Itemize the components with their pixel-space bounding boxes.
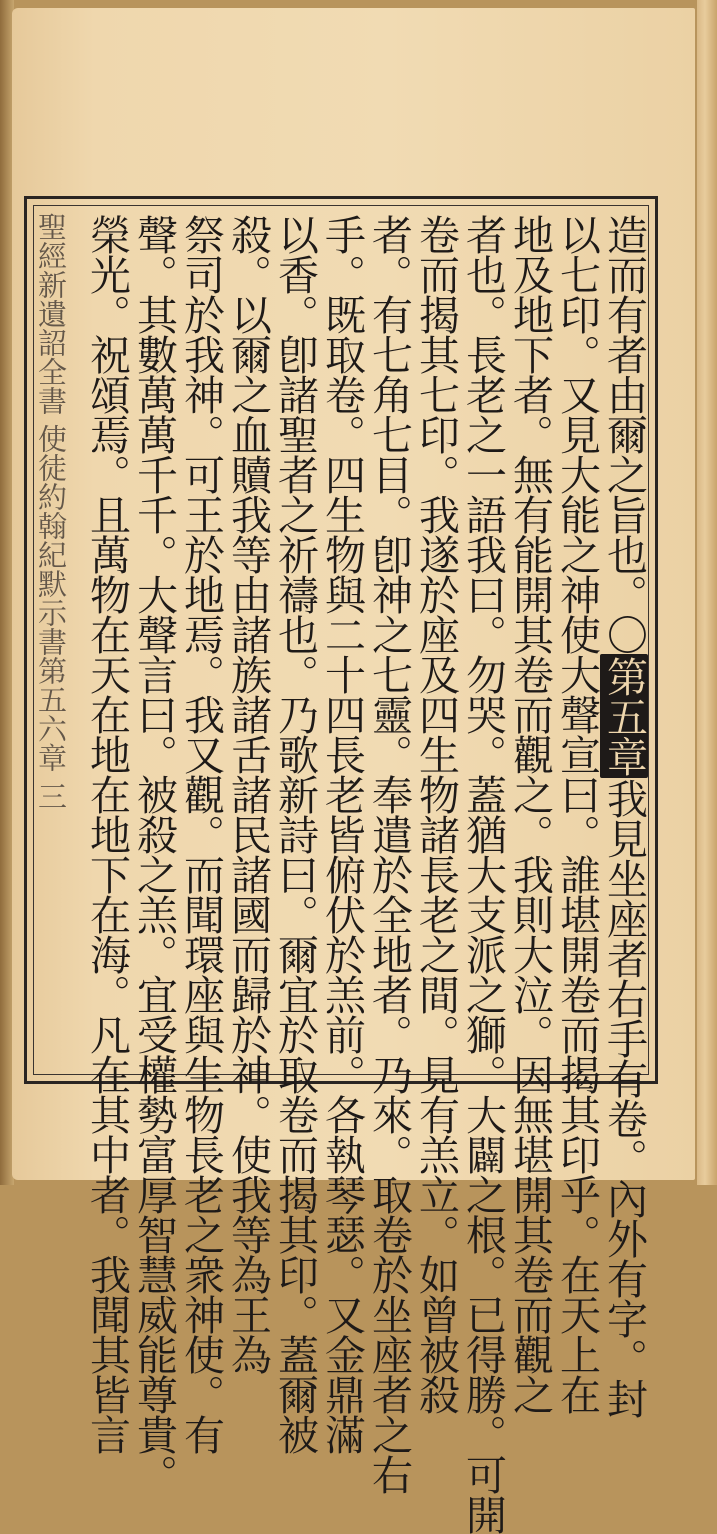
text-column-4: 者也。長老之一語我曰。勿哭。蓋猶大支派之獅。大闢之根。已得勝。可開 [459, 214, 507, 1534]
column-1-head: 造而有者由爾之旨也。〇 [600, 214, 648, 654]
text-column-5: 卷而揭其七印。我遂於座及四生物諸長老之間。見有羔立。如曾被殺 [412, 214, 460, 1414]
text-column-10: 祭司於我神。可王於地焉。我又觀。而聞環座與生物長老之衆神使。有 [177, 214, 225, 1454]
margin-title: 聖經新遺詔全書 使徒約翰紀默示書第五六章 三 [34, 212, 68, 811]
column-1-tail: 我見坐座者右手有卷。內外有字。封 [600, 778, 648, 1418]
text-column-7: 手。既取卷。四生物與二十四長老皆俯伏於羔前。各執琴瑟。又金鼎滿 [318, 214, 366, 1454]
text-column-2: 以七印。又見大能之神使大聲宣曰。誰堪開卷而揭其印乎。在天上在 [553, 214, 601, 1414]
text-column-9: 殺。以爾之血贖我等由諸族諸舌諸民諸國而歸於神。使我等為王為 [224, 214, 272, 1374]
text-column-8: 以香。卽諸聖者之祈禱也。乃歌新詩曰。爾宜於取卷而揭其印。蓋爾被 [271, 214, 319, 1454]
chapter-label: 第五章 [600, 656, 648, 776]
text-column-12: 榮光。祝頌焉。且萬物在天在地在地下在海。凡在其中者。我聞其皆言 [83, 214, 131, 1454]
page-edge [697, 0, 717, 1185]
text-column-3: 地及地下者。無有能開其卷而觀之。我則大泣。因無堪開其卷而觀之 [506, 214, 554, 1414]
text-column-1 [600, 214, 648, 1418]
text-column-11: 聲。其數萬萬千千。大聲言曰。被殺之羔。宜受權勢富厚智慧威能尊貴。 [130, 214, 178, 1494]
text-column-6: 者。有七角七目。卽神之七靈。奉遣於全地者。乃來。取卷於坐座者之右 [365, 214, 413, 1494]
